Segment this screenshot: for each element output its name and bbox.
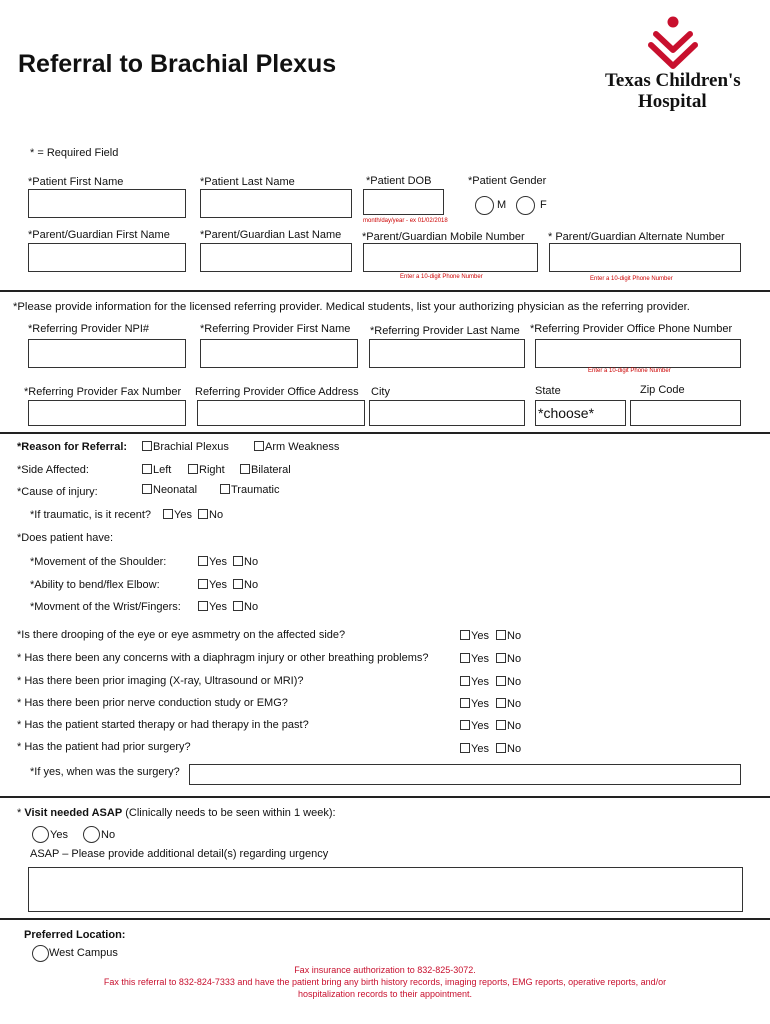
question-diaphragm-no-checkbox[interactable] [496,653,506,663]
patient-gender-label: *Patient Gender [468,175,547,187]
side-right-text: Right [199,464,225,476]
question-emg-no-checkbox[interactable] [496,698,506,708]
cause-neonatal-checkbox[interactable] [142,484,152,494]
question-surgery-yes-checkbox[interactable] [460,743,470,753]
no-text: No [507,720,522,732]
no-text: No [244,601,259,613]
footer-line3: hospitalization records to their appointment. [297,989,473,999]
side-left-checkbox[interactable] [142,464,152,474]
provider-office-phone-label: *Referring Provider Office Phone Number [530,323,733,335]
patient-last-name-label: *Patient Last Name [200,176,295,188]
gender-f-radio[interactable] [516,196,535,215]
no-text: No [244,556,259,568]
yes-text: Yes [471,720,489,732]
divider [0,796,770,798]
logo [600,14,750,114]
wrist-yes-checkbox[interactable] [198,601,208,611]
provider-fax-label: *Referring Provider Fax Number [24,386,182,398]
logo-line2: Hospital [638,91,707,112]
wrist-yes-option[interactable] [198,601,227,613]
provider-address-input[interactable] [197,400,365,426]
cause-traumatic-text: Traumatic [231,484,280,496]
guardian-alt-label: * Parent/Guardian Alternate Number [548,231,725,243]
question-therapy: * Has the patient started therapy or had therapy in the past? [17,719,309,731]
state-select-value: *choose* [538,405,595,421]
question-imaging-yes[interactable] [460,676,489,688]
reason-brachial-option[interactable] [142,441,229,453]
side-right-checkbox[interactable] [188,464,198,474]
question-diaphragm: * Has there been any concerns with a diaphragm injury or other breathing problems? [17,652,429,664]
provider-city-input[interactable] [369,400,525,426]
question-emg-no[interactable] [496,698,521,710]
provider-office-phone-input[interactable] [535,339,741,368]
asap-yes-radio[interactable] [32,826,49,843]
asap-yes-label: Yes [50,829,68,841]
gender-m-radio[interactable] [475,196,494,215]
shoulder-yes-option[interactable] [198,556,227,568]
provider-npi-label: *Referring Provider NPI# [28,323,150,335]
provider-state-label: State [535,385,561,397]
guardian-last-name-input[interactable] [200,243,352,272]
provider-npi-input[interactable] [28,339,186,368]
question-emg: * Has there been prior nerve conduction study or EMG? [17,697,288,709]
provider-last-name-label: *Referring Provider Last Name [370,325,520,337]
asap-label-rest: (Clinically needs to be seen within 1 week): [122,807,336,819]
asap-no-label: No [101,829,116,841]
question-eye-yes-checkbox[interactable] [460,630,470,640]
cause-traumatic-checkbox[interactable] [220,484,230,494]
dob-hint: month/day/year - ex 01/02/2018 [363,218,448,224]
provider-first-name-label: *Referring Provider First Name [200,323,351,335]
gender-f-label: F [540,199,547,211]
no-text: No [507,653,522,665]
divider [0,290,770,292]
west-campus-label: West Campus [49,947,118,959]
question-imaging-no-checkbox[interactable] [496,676,506,686]
traumatic-recent-question: *If traumatic, is it recent? [30,509,152,521]
question-emg-yes[interactable] [460,698,489,710]
patient-dob-input[interactable] [363,189,444,215]
question-surgery-no-checkbox[interactable] [496,743,506,753]
question-imaging: * Has there been prior imaging (X-ray, Ultrasound or MRI)? [17,675,304,687]
shoulder-no-option[interactable] [233,556,258,568]
reason-brachial-checkbox[interactable] [142,441,152,451]
provider-zip-input[interactable] [630,400,741,426]
preferred-location-label: Preferred Location: [24,929,126,941]
question-surgery-yes[interactable] [460,743,489,755]
shoulder-no-checkbox[interactable] [233,556,243,566]
shoulder-question: *Movement of the Shoulder: [30,556,167,568]
yes-text: Yes [471,698,489,710]
question-diaphragm-yes-checkbox[interactable] [460,653,470,663]
question-surgery-no[interactable] [496,743,521,755]
cause-label: *Cause of injury: [17,486,98,498]
asap-detail-textarea[interactable] [28,867,743,912]
wrist-no-checkbox[interactable] [233,601,243,611]
asap-star: * [17,807,22,819]
provider-address-label: Referring Provider Office Address [195,386,359,398]
asap-label-bold: Visit needed ASAP [24,807,123,819]
yes-text: Yes [471,653,489,665]
guardian-alt-input[interactable] [549,243,741,272]
side-bilateral-option[interactable] [240,464,291,476]
elbow-no-option[interactable] [233,579,258,591]
logo-line1: Texas Children's [605,70,741,91]
reason-arm-option[interactable] [254,441,339,453]
no-text: No [507,676,522,688]
guardian-first-name-input[interactable] [28,243,186,272]
side-left-option[interactable] [142,464,171,476]
reason-arm-text: Arm Weakness [265,441,340,453]
side-label: *Side Affected: [17,464,89,476]
cause-neonatal-text: Neonatal [153,484,198,496]
no-text: No [244,579,259,591]
guardian-mobile-input[interactable] [363,243,538,272]
reason-label: *Reason for Referral: [17,441,128,453]
wrist-question: *Movment of the Wrist/Fingers: [30,601,181,613]
question-therapy-no[interactable] [496,720,521,732]
surgery-when-input[interactable] [189,764,741,785]
yes-text: Yes [174,509,192,521]
side-right-option[interactable] [188,464,225,476]
elbow-no-checkbox[interactable] [233,579,243,589]
question-therapy-no-checkbox[interactable] [496,720,506,730]
yes-text: Yes [209,556,227,568]
question-therapy-yes-checkbox[interactable] [460,720,470,730]
provider-state-select[interactable] [535,400,626,426]
question-diaphragm-yes[interactable] [460,653,489,665]
yes-text: Yes [471,676,489,688]
reason-arm-checkbox[interactable] [254,441,264,451]
patient-last-name-input[interactable] [200,189,352,218]
yes-text: Yes [209,579,227,591]
side-bilateral-text: Bilateral [251,464,291,476]
elbow-question: *Ability to bend/flex Elbow: [30,579,160,591]
required-note: * = Required Field [30,147,119,159]
yes-text: Yes [471,630,489,642]
question-eye-no[interactable] [496,630,521,642]
question-imaging-yes-checkbox[interactable] [460,676,470,686]
question-eye: *Is there drooping of the eye or eye asmmetry on the affected side? [17,629,346,641]
surgery-when-label: *If yes, when was the surgery? [30,766,180,778]
divider [0,918,770,920]
side-bilateral-checkbox[interactable] [240,464,250,474]
question-therapy-yes[interactable] [460,720,489,732]
wrist-no-option[interactable] [233,601,258,613]
elbow-yes-option[interactable] [198,579,227,591]
side-left-text: Left [153,464,172,476]
provider-last-name-input[interactable] [369,339,525,368]
heart-logo-icon [648,14,698,72]
cause-traumatic-option[interactable] [220,484,280,496]
no-text: No [507,630,522,642]
provider-zip-label: Zip Code [640,384,685,396]
elbow-yes-checkbox[interactable] [198,579,208,589]
cause-neonatal-option[interactable] [142,484,197,496]
patient-first-name-label: *Patient First Name [28,176,124,188]
divider [0,432,770,434]
patient-first-name-input[interactable] [28,189,186,218]
shoulder-yes-checkbox[interactable] [198,556,208,566]
footer-line2: Fax this referral to 832-824-7333 and have the patient bring any birth history records, imaging reports, EMG reports, operative reports, and/or [103,977,667,987]
provider-first-name-input[interactable] [200,339,358,368]
provider-fax-input[interactable] [28,400,186,426]
question-diaphragm-no[interactable] [496,653,521,665]
provider-city-label: City [371,386,390,398]
asap-detail-label: ASAP – Please provide additional detail(s) regarding urgency [30,848,329,860]
provider-office-phone-hint: Enter a 10-digit Phone Number [588,368,671,374]
no-text: No [507,743,522,755]
asap-label [17,807,336,819]
page-title: Referral to Brachial Plexus [18,50,337,78]
question-emg-yes-checkbox[interactable] [460,698,470,708]
patient-dob-label: *Patient DOB [366,175,432,187]
no-text: No [209,509,224,521]
gender-m-label: M [497,199,507,211]
guardian-first-name-label: *Parent/Guardian First Name [28,229,170,241]
reason-brachial-text: Brachial Plexus [153,441,229,453]
traumatic-yes-checkbox[interactable] [163,509,173,519]
traumatic-no-checkbox[interactable] [198,509,208,519]
question-eye-yes[interactable] [460,630,489,642]
provider-instructions: *Please provide information for the licensed referring provider. Medical students, list your authorizing physician as the referring provider. [13,301,690,313]
no-text: No [507,698,522,710]
guardian-mobile-label: *Parent/Guardian Mobile Number [362,231,525,243]
question-eye-no-checkbox[interactable] [496,630,506,640]
guardian-last-name-label: *Parent/Guardian Last Name [200,229,342,241]
traumatic-no-option[interactable] [198,509,223,521]
yes-text: Yes [209,601,227,613]
question-surgery: * Has the patient had prior surgery? [17,741,191,753]
guardian-mobile-hint: Enter a 10-digit Phone Number [400,274,483,280]
guardian-alt-hint: Enter a 10-digit Phone Number [590,276,673,282]
traumatic-yes-option[interactable] [163,509,192,521]
asap-no-radio[interactable] [83,826,100,843]
question-imaging-no[interactable] [496,676,521,688]
footer-line1: Fax insurance authorization to 832-825-3072. [294,965,476,975]
yes-text: Yes [471,743,489,755]
does-patient-have: *Does patient have: [17,532,114,544]
west-campus-radio[interactable] [32,945,49,962]
